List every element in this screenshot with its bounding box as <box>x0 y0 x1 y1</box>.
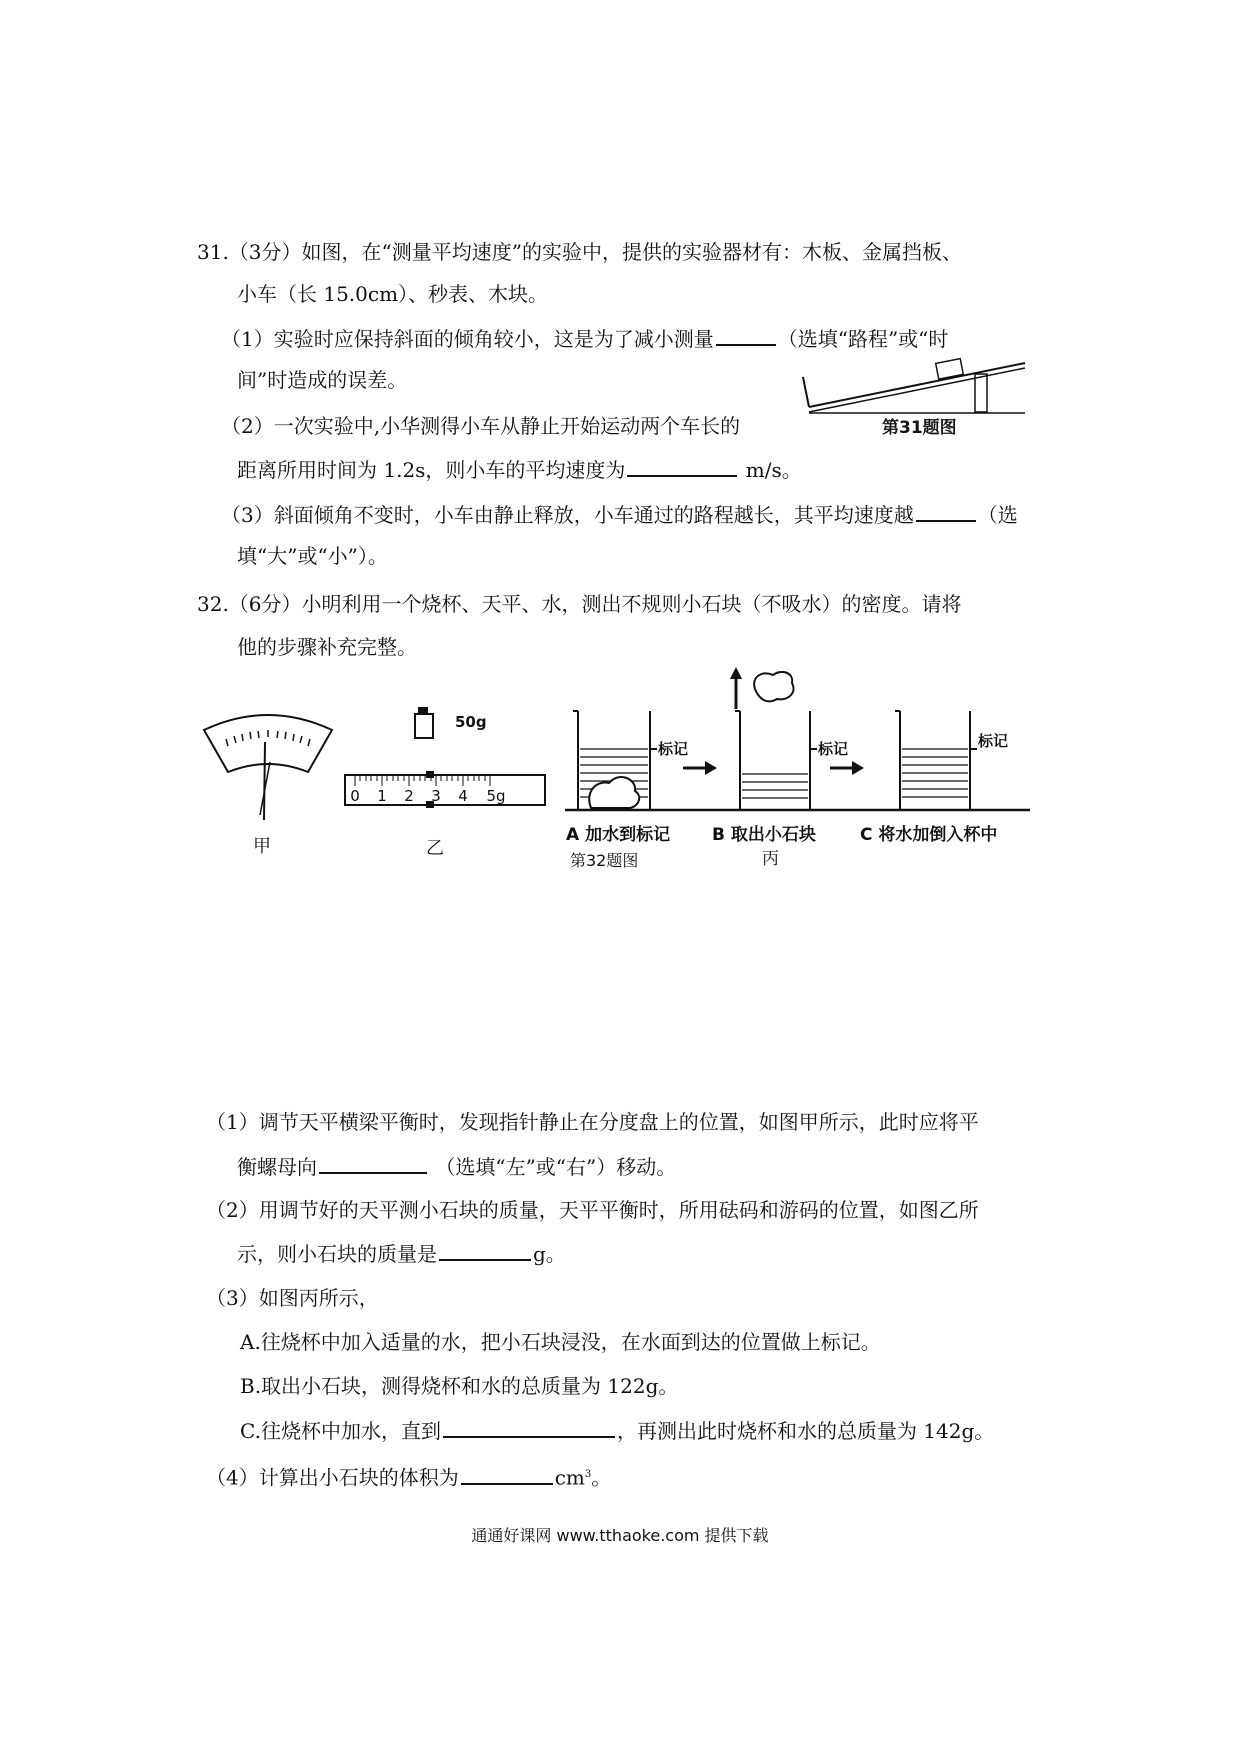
mark-label-a: 标记 <box>658 740 689 758</box>
page-footer: 通通好课网 www.tthaoke.com 提供下载 <box>471 1526 769 1545</box>
weight-label: 50g <box>455 713 487 731</box>
q32-answer-blank-1[interactable] <box>319 1152 427 1174</box>
q32-stem-line1: 32.（6分）小明利用一个烧杯、天平、水，测出不规则小石块（不吸水）的密度。请将 <box>197 592 962 616</box>
q32-figure-caption: 第32题图 <box>570 851 639 870</box>
q32-part3-line1: （3）如图丙所示， <box>206 1286 379 1310</box>
q31-part2-unit: m/s。 <box>745 458 802 482</box>
q32-part2-text: 示，则小石块的质量是 <box>237 1242 437 1266</box>
q31-part2-line2 <box>237 455 802 484</box>
ruler-tick-label: 1 <box>377 787 387 805</box>
q31-part2-text: 距离所用时间为 1.2s，则小车的平均速度为 <box>237 458 626 482</box>
q32-step-c-line <box>240 1416 994 1445</box>
q32-part4-sup: 3 <box>584 1469 592 1480</box>
metal-stop-plate <box>803 377 809 407</box>
q31-part3-line1 <box>221 500 1018 529</box>
q32-part1-text: 衡螺母向 <box>237 1155 317 1179</box>
step-a-label: A 加水到标记 <box>566 825 671 845</box>
q31-part2-line1: （2）一次实验中,小华测得小车从静止开始运动两个车长的 <box>221 414 741 438</box>
q32-part4-end: 。 <box>591 1465 612 1490</box>
q31-answer-blank-1[interactable] <box>716 324 776 346</box>
step-b-label: B 取出小石块 <box>712 825 816 845</box>
beaker-steps-figure <box>565 665 1035 815</box>
fig-yi-label: 乙 <box>426 838 444 859</box>
arrow-a-to-b <box>683 761 717 775</box>
fig-jia-label: 甲 <box>253 836 271 857</box>
ruler-tick-label: 4 <box>458 787 468 805</box>
rider-top <box>426 771 434 778</box>
q31-answer-blank-3[interactable] <box>916 500 976 522</box>
dial-plate <box>204 715 332 772</box>
q32-part2-line2 <box>237 1239 566 1268</box>
q32-step-c-text: C.往烧杯中加水，直到 <box>240 1419 441 1443</box>
ruler-tick-label: 2 <box>404 787 414 805</box>
q32-answer-blank-4[interactable] <box>461 1463 553 1485</box>
q31-stem-line2: 小车（长 15.0cm）、秒表、木块。 <box>237 282 549 306</box>
q32-part1-line2 <box>237 1152 676 1181</box>
incline-board-top <box>809 363 1025 407</box>
q32-part1-line1: （1）调节天平横梁平衡时，发现指针静止在分度盘上的位置，如图甲所示，此时应将平 <box>206 1110 979 1134</box>
beaker-b <box>735 711 817 810</box>
pointer-needle <box>264 742 265 820</box>
q31-figure-caption: 第31题图 <box>882 418 957 438</box>
incline-board-bottom <box>809 368 1025 412</box>
mark-label-b: 标记 <box>818 740 849 758</box>
q31-stem-line1: 31.（3分）如图，在“测量平均速度”的实验中，提供的实验器材有：木板、金属挡板、 <box>197 240 962 264</box>
lifted-stone <box>754 672 793 701</box>
ruler-frame <box>345 775 545 805</box>
beaker-a <box>573 711 657 810</box>
q32-part4-line <box>206 1461 611 1492</box>
fig-bing-label: 丙 <box>762 849 779 869</box>
ruler-tick-label: 3 <box>431 787 441 805</box>
q31-part1-options: （选填“路程”或“时 <box>777 327 949 351</box>
q32-part2-line1: （2）用调节好的天平测小石块的质量，天平平衡时，所用砝码和游码的位置，如图乙所 <box>206 1198 979 1222</box>
q32-part4-unit: cm <box>554 1465 585 1490</box>
mark-label-c: 标记 <box>978 732 1009 750</box>
q32-step-b-text: B.取出小石块，测得烧杯和水的总质量为 122g。 <box>240 1374 679 1398</box>
q31-part3-options: （选 <box>977 503 1018 527</box>
stone-in-beaker <box>589 777 639 808</box>
q32-answer-blank-2[interactable] <box>439 1239 531 1261</box>
q32-step-c-end: ，再测出此时烧杯和水的总质量为 142g。 <box>616 1419 995 1443</box>
q31-part3-text: （3）斜面倾角不变时，小车由静止释放，小车通过的路程越长，其平均速度越 <box>221 503 914 527</box>
q32-part2-unit: g。 <box>533 1242 566 1266</box>
arrow-b-to-c <box>830 761 864 775</box>
dial-scale-ticks <box>226 730 310 746</box>
q31-part3-line2: 填“大”或“小”）。 <box>237 544 388 568</box>
q32-stem-line2: 他的步骤补充完整。 <box>237 635 417 659</box>
ruler-tick-label: 0 <box>350 787 360 805</box>
wood-block <box>975 374 987 412</box>
q32-step-a-text: A.往烧杯中加入适量的水，把小石块浸没，在水面到达的位置做上标记。 <box>240 1330 881 1354</box>
balance-dial-figure <box>200 710 340 825</box>
weight-ruler-figure <box>345 700 550 812</box>
q32-part4-text: （4）计算出小石块的体积为 <box>206 1465 459 1490</box>
q31-part1-line1 <box>221 324 948 353</box>
ruler-ticks <box>355 775 490 786</box>
q32-answer-blank-3[interactable] <box>443 1416 615 1438</box>
lift-stone-arrow-icon <box>730 667 742 709</box>
beaker-c <box>895 711 977 810</box>
weight-body <box>415 714 433 738</box>
q31-part1-line2: 间”时造成的误差。 <box>237 368 408 392</box>
ruler-tick-label: 5g <box>486 787 506 805</box>
q31-part1-text: （1）实验时应保持斜面的倾角较小，这是为了减小测量 <box>221 327 714 351</box>
step-c-label: C 将水加倒入杯中 <box>860 825 998 845</box>
q32-part1-options: （选填“左”或“右”）移动。 <box>435 1155 677 1179</box>
weight-hook <box>418 707 428 714</box>
q31-answer-blank-2[interactable] <box>627 455 737 477</box>
